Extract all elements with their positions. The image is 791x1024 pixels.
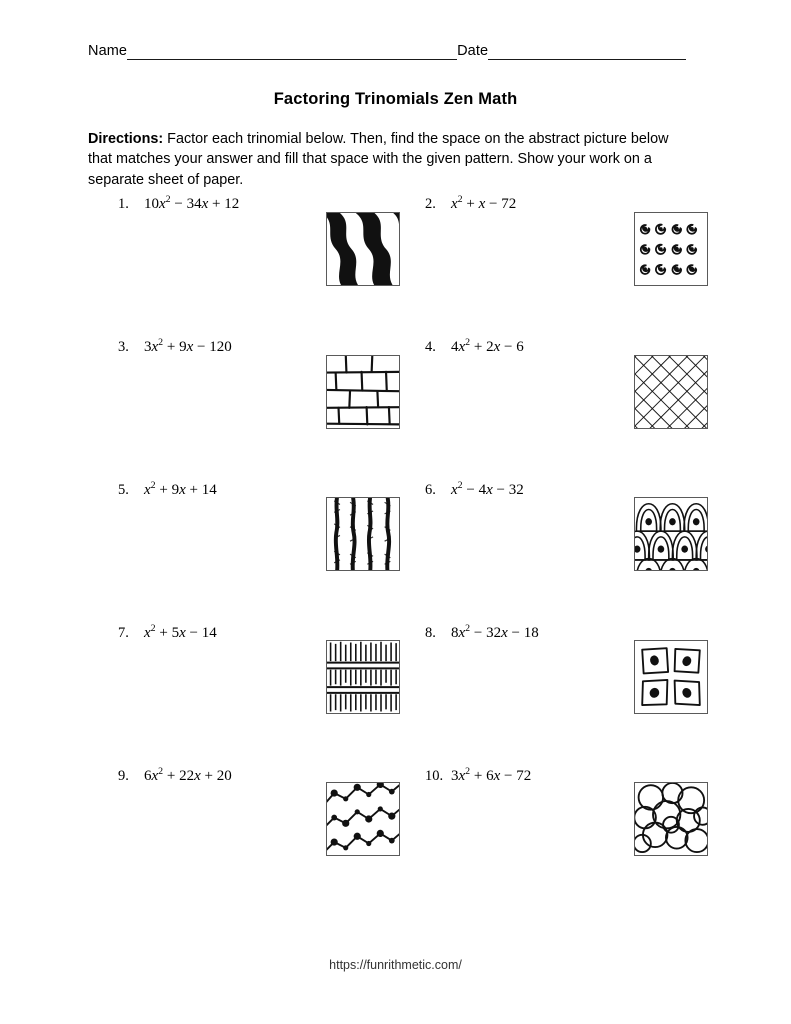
problem-expression: $8x^2 - 32x - 18$	[451, 623, 539, 641]
dotted-squares-pattern	[634, 640, 708, 714]
problem-number: 5.	[118, 482, 129, 498]
problem-number: 1.	[118, 196, 129, 212]
date-label: Date	[457, 43, 489, 59]
problem-item-5	[118, 482, 217, 500]
problem-number: 4.	[425, 339, 436, 355]
problem-number: 6.	[425, 482, 436, 498]
spiral-grid-pattern	[634, 212, 708, 286]
problem-item-7	[118, 625, 217, 643]
problem-expression: $3x^2 + 9x - 120$	[144, 337, 232, 355]
footer-url[interactable]: https://funrithmetic.com/	[329, 958, 462, 972]
name-label: Name	[88, 43, 128, 59]
problem-item-3	[118, 339, 232, 357]
problem-expression: $x^2 - 4x - 32$	[451, 480, 524, 498]
directions-paragraph	[88, 129, 694, 190]
directions-label: Directions:	[88, 131, 164, 147]
directions-text: Factor each trinomial below. Then, find the space on the abstract picture below that matches your answer and fill that space with the given pattern. Show your work on a separate sheet of paper.	[88, 131, 669, 188]
problem-expression: $6x^2 + 22x + 20$	[144, 766, 232, 784]
beaded-zigzag-pattern	[326, 782, 400, 856]
problem-item-6	[425, 482, 524, 500]
problem-item-9	[118, 768, 232, 786]
problem-number: 9.	[118, 768, 129, 784]
problem-item-1	[118, 196, 239, 214]
problem-number: 3.	[118, 339, 129, 355]
rough-vertical-stripes-pattern	[326, 497, 400, 571]
problem-expression: $x^2 + 5x - 14$	[144, 623, 217, 641]
date-write-in-rule[interactable]	[488, 46, 686, 60]
wavy-stripes-pattern	[326, 212, 400, 286]
page-title: Factoring Trinomials Zen Math	[273, 90, 518, 108]
problem-number: 10.	[425, 768, 444, 784]
overlapping-circles-pattern	[634, 782, 708, 856]
problem-number: 2.	[425, 196, 436, 212]
problem-expression: $4x^2 + 2x - 6$	[451, 337, 524, 355]
problem-item-4	[425, 339, 524, 357]
problem-item-2	[425, 196, 516, 214]
problem-expression: $x^2 + x - 72$	[451, 194, 517, 212]
problem-row	[0, 768, 791, 898]
problem-row	[0, 196, 791, 339]
name-write-in-rule[interactable]	[127, 46, 457, 60]
problem-list	[0, 196, 791, 898]
problem-row	[0, 339, 791, 482]
problem-expression: $10x^2 - 34x + 12$	[144, 194, 240, 212]
problem-expression: $x^2 + 9x + 14$	[144, 480, 217, 498]
problem-item-10	[425, 768, 531, 786]
banded-ticks-pattern	[326, 640, 400, 714]
problem-row	[0, 625, 791, 768]
problem-number: 7.	[118, 625, 129, 641]
problem-expression: $3x^2 + 6x - 72$	[451, 766, 532, 784]
brick-wall-pattern	[326, 355, 400, 429]
problem-number: 8.	[425, 625, 436, 641]
diagonal-lattice-pattern	[634, 355, 708, 429]
problem-item-8	[425, 625, 539, 643]
name-date-line	[88, 44, 698, 60]
problem-row	[0, 482, 791, 625]
peacock-scale-pattern	[634, 497, 708, 571]
